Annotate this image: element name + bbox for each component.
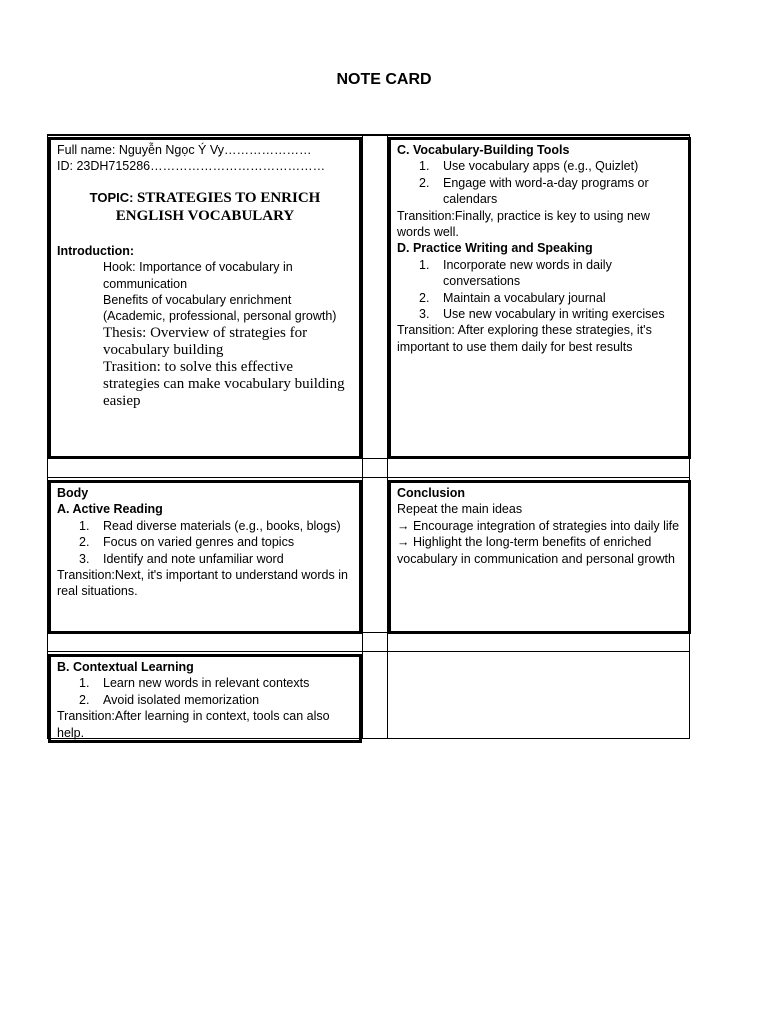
- conclusion-line-2: → Encourage integration of strategies into daily life: [397, 518, 680, 533]
- active-reading-heading: A. Active Reading: [57, 502, 163, 517]
- topic: [57, 189, 353, 225]
- list-item: 2. Avoid isolated memorization: [79, 692, 260, 707]
- body-transition: Transition:Next, it's important to understand words in real situations.: [57, 568, 348, 599]
- list-item: 1. Incorporate new words in daily conversations: [419, 257, 612, 289]
- practice-transition: Transition: After exploring these strategies, it's important to use them daily for best results: [397, 323, 652, 354]
- benefits-text: Benefits of vocabulary enrichment (Academic, professional, personal growth): [103, 293, 337, 324]
- list-item: 2. Engage with word-a-day programs or calendars: [419, 175, 649, 207]
- tools-transition: Transition:Finally, practice is key to using new words well.: [397, 208, 650, 240]
- conclusion-heading: Conclusion: [397, 486, 466, 500]
- intro-transition-text: Trasition: to solve this effective strategies can make vocabulary building easiep: [103, 358, 345, 409]
- list-item: 3. Identify and note unfamiliar word: [79, 551, 284, 566]
- conclusion-line-3: → Highlight the long-term benefits of enriched vocabulary in communication and personal growth: [397, 535, 675, 566]
- list-item: 1. Use vocabulary apps (e.g., Quizlet): [419, 159, 639, 174]
- note-card-contextual-learning: [48, 654, 362, 743]
- contextual-heading: B. Contextual Learning: [57, 660, 194, 674]
- note-card-body: [48, 480, 362, 634]
- practice-heading: D. Practice Writing and Speaking: [397, 241, 593, 256]
- active-reading-list: [57, 518, 353, 567]
- list-item: 1. Read diverse materials (e.g., books, blogs): [79, 518, 341, 533]
- list-item: 1. Learn new words in relevant contexts: [79, 676, 310, 691]
- topic-label: TOPIC:: [89, 189, 134, 205]
- contextual-list: [57, 675, 353, 708]
- full-name: Full name: Nguyễn Ngọc Ý Vy…………………: [57, 143, 312, 157]
- contextual-transition: Transition:After learning in context, tools can also help.: [57, 709, 330, 740]
- topic-text: STRATEGIES TO ENRICH ENGLISH VOCABULARY: [115, 189, 321, 224]
- practice-list: [397, 257, 682, 323]
- tools-list: [397, 158, 682, 207]
- list-item: 3. Use new vocabulary in writing exercises: [419, 307, 665, 322]
- note-card-conclusion: [388, 480, 691, 634]
- note-card-introduction: [48, 137, 362, 459]
- tools-heading: C. Vocabulary-Building Tools: [397, 143, 570, 157]
- list-item: 2. Maintain a vocabulary journal: [419, 290, 606, 305]
- student-id: ID: 23DH715286……………………………………: [57, 159, 326, 174]
- thesis-text: Thesis: Overview of strategies for vocabulary building: [103, 324, 308, 358]
- page-title: NOTE CARD: [336, 71, 432, 88]
- list-item: 2. Focus on varied genres and topics: [79, 535, 295, 550]
- hook-text: Hook: Importance of vocabulary in communication: [103, 260, 293, 291]
- introduction-heading: Introduction:: [57, 243, 135, 258]
- conclusion-line-1: Repeat the main ideas: [397, 502, 523, 517]
- body-heading: Body: [57, 486, 89, 500]
- note-card-tools: [388, 137, 691, 459]
